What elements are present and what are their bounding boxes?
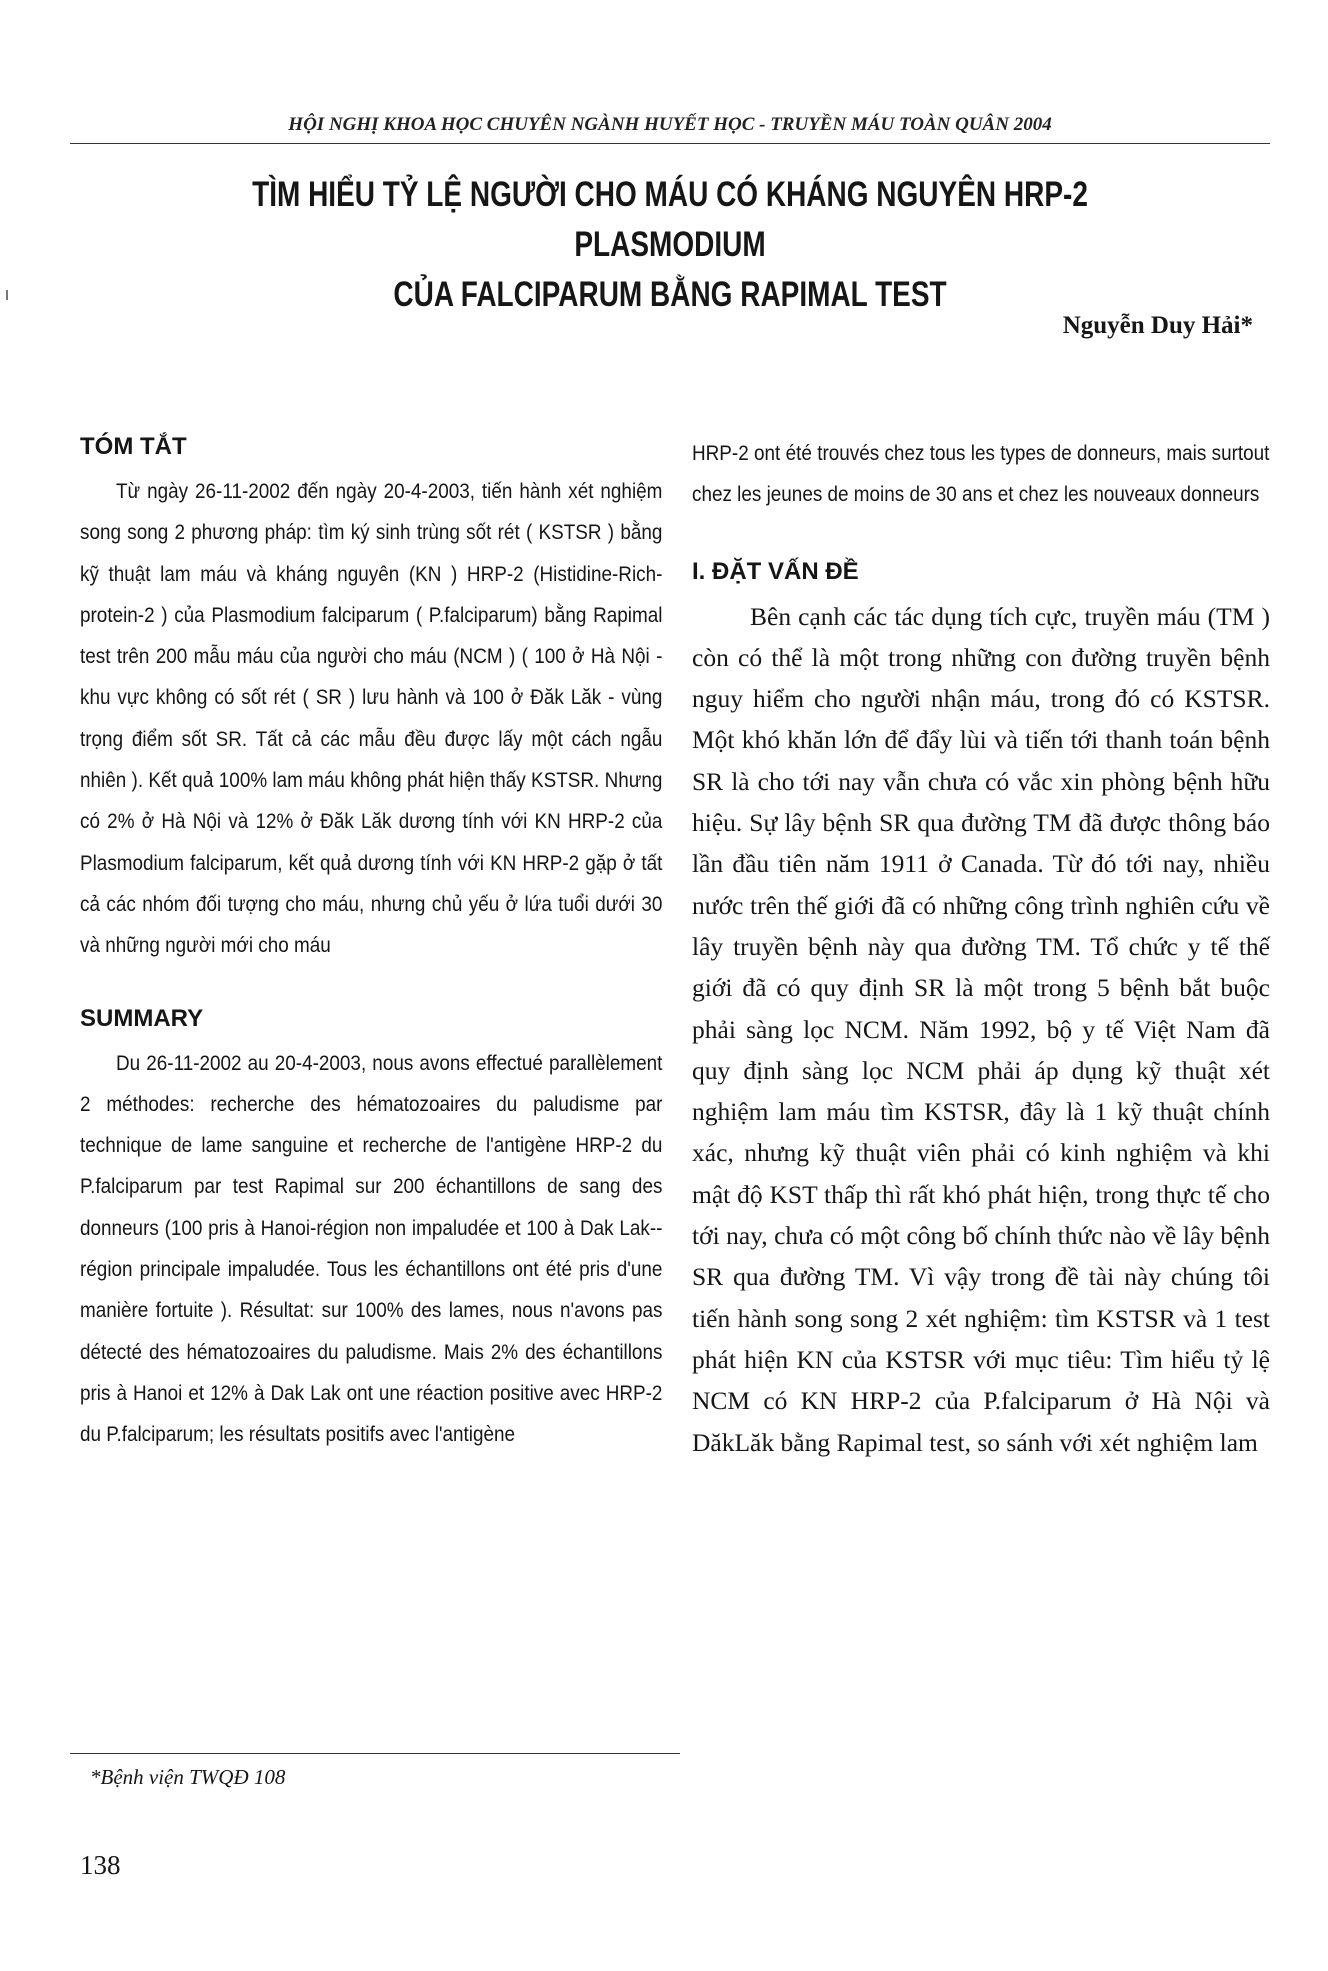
summary-text: Du 26-11-2002 au 20-4-2003, nous avons effectué parallèlement 2 méthodes: recherche des hématozoaires du paludisme par technique de lame sanguine et recherche de l'antigène HRP-2 du P.falciparum par test Rapimal sur 200 échantillons de sang des donneurs (100 pris à Hanoi-région non impaludée et 100 à Dak Lak--région principale impaludée. Tous les échantillons ont été pris d'une manière fortuite ). Résultat: sur 100% des lames, nous n'avons pas détecté des hématozoaires du paludisme. Mais 2% des échantillons pris à Hanoi et 12% à Dak Lak ont une réaction positive avec HRP-2 du P.falciparum; les résultats positifs avec l'antigène	[80, 1051, 663, 1447]
header-rule	[70, 143, 1270, 144]
summary-heading: SUMMARY	[80, 1004, 204, 1032]
spacer	[80, 967, 663, 1005]
spacer	[692, 516, 1270, 558]
section-text: Bên cạnh các tác dụng tích cực, truyền máu (TM ) còn có thể là một trong những con đường truyền bệnh nguy hiểm cho người nhận máu, trong đó có KSTSR. Một khó khăn lớn để đẩy lùi và tiến tới thanh toán bệnh SR là cho tới nay vẫn chưa có vắc xin phòng bệnh hữu hiệu. Sự lây bệnh SR qua đường TM đã được thông báo lần đầu tiên năm 1911 ở Canada. Từ đó tới nay, nhiều nước trên thế giới đã có những công trình nghiên cứu về lây truyền bệnh này qua đường TM. Tổ chức y tế thế giới đã có quy định SR là một trong 5 bệnh bắt buộc phải sàng lọc NCM. Năm 1992, bộ y tế Việt Nam đã quy định sàng lọc NCM phải áp dụng kỹ thuật xét nghiệm lam máu tìm KSTSR, đây là 1 kỹ thuật chính xác, nhưng kỹ thuật viên phải có kinh nghiệm và khi mật độ KST thấp thì rất khó phát hiện, trong thực tế cho tới nay, chưa có một công bố chính thức nào về lây bệnh SR qua đường TM. Vì vậy trong đề tài này chúng tôi tiến hành song song 2 xét nghiệm: tìm KSTSR và 1 test phát hiện KN của KSTSR với mục tiêu: Tìm hiểu tỷ lệ NCM có KN HRP-2 của P.falciparum ở Hà Nội và DăkLăk bằng Rapimal test, so sánh với xét nghiệm lam	[692, 601, 1270, 1457]
right-column	[692, 433, 1270, 1463]
article-title-line-2: CỦA FALCIPARUM BẰNG RAPIMAL TEST	[393, 275, 947, 314]
left-column	[80, 433, 663, 1456]
author: Nguyễn Duy Hải*	[1062, 312, 1253, 339]
article-title-line-1: TÌM HIỂU TỶ LỆ NGƯỜI CHO MÁU CÓ KHÁNG NGUYÊN HRP-2 PLASMODIUM	[252, 175, 1088, 264]
abstract-heading: TÓM TẮT	[80, 433, 187, 460]
page-number: 138	[80, 1850, 121, 1880]
section-heading: I. ĐẶT VẤN ĐỀ	[692, 557, 859, 585]
article-title	[190, 170, 1150, 320]
margin-mark	[6, 290, 8, 300]
footnote: *Bệnh viện TWQĐ 108	[90, 1765, 286, 1789]
abstract-text: Từ ngày 26-11-2002 đến ngày 20-4-2003, tiến hành xét nghiệm song song 2 phương pháp: tìm ký sinh trùng sốt rét ( KSTSR ) bằng kỹ thuật lam máu và kháng nguyên (KN ) HRP-2 (Histidine-Rich-protein-2 ) của Plasmodium falciparum ( P.falciparum) bằng Rapimal test trên 200 mẫu máu của người cho máu (NCM ) ( 100 ở Hà Nội - khu vực không có sốt rét ( SR ) lưu hành và 100 ở Đăk Lăk - vùng trọng điểm sốt SR. Tất cả các mẫu đều được lấy một cách ngẫu nhiên ). Kết quả 100% lam máu không phát hiện thấy KSTSR. Nhưng có 2% ở Hà Nội và 12% ở Đăk Lăk dương tính với KN HRP-2 của Plasmodium falciparum, kết quả dương tính với KN HRP-2 gặp ở tất cả các nhóm đối tượng cho máu, nhưng chủ yếu ở lứa tuổi dưới 30 và những người mới cho máu	[80, 480, 663, 958]
summary-text-continued: HRP-2 ont été trouvés chez tous les types de donneurs, mais surtout chez les jeunes de moins de 30 ans et chez les nouveaux donneurs	[692, 442, 1270, 507]
footnote-rule	[70, 1753, 680, 1754]
running-header: HỘI NGHỊ KHOA HỌC CHUYÊN NGÀNH HUYẾT HỌC - TRUYỀN MÁU TOÀN QUÂN 2004	[288, 114, 1052, 135]
